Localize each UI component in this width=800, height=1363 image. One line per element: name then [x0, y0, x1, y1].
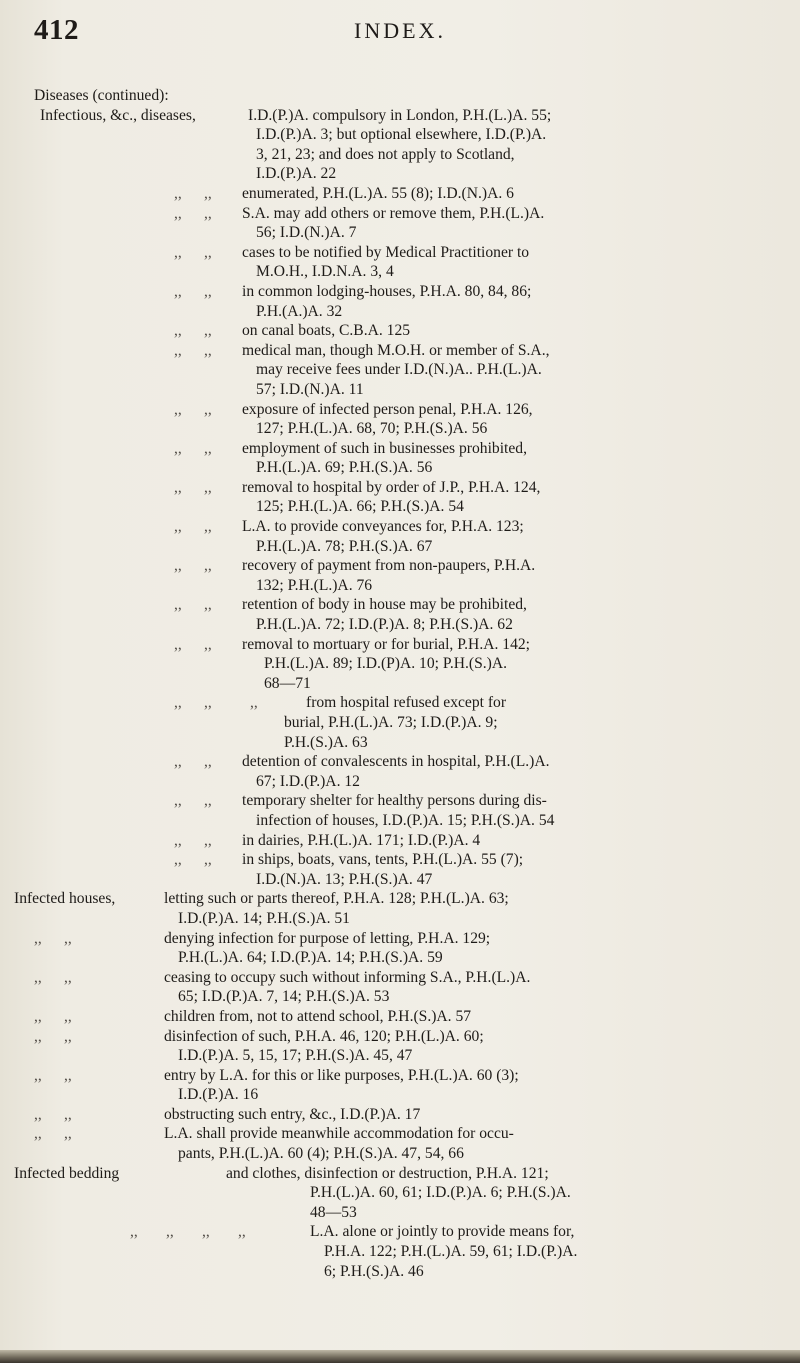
entry-line: M.O.H., I.D.N.A. 3, 4 [256, 263, 394, 281]
index-entry [34, 1027, 774, 1066]
index-entry [34, 968, 774, 1007]
entry-text [164, 1007, 774, 1027]
entry-line: and clothes, disinfection or destruction, P.H.A. 121; [226, 1164, 549, 1182]
ditto-marks: ,, ,, [34, 968, 72, 986]
entry-line: entry by L.A. for this or like purposes, P.H.(L.)A. 60 (3); [164, 1066, 519, 1084]
entry-text [242, 595, 774, 634]
index-content [14, 86, 774, 1281]
entry-line: 48—53 [310, 1203, 357, 1221]
entry-line: ceasing to occupy such without informing S.A., P.H.(L.)A. [164, 968, 531, 986]
entry-line: 56; I.D.(N.)A. 7 [256, 224, 357, 242]
index-entry [34, 1222, 774, 1281]
entry-line: in common lodging-houses, P.H.A. 80, 84, 86; [242, 282, 532, 300]
ditto-marks: ,, ,, [174, 557, 212, 575]
entry-line: P.H.A. 122; P.H.(L.)A. 59, 61; I.D.(P.)A. [324, 1243, 578, 1261]
index-entry [34, 400, 774, 439]
entry-text [242, 321, 774, 341]
index-entry [34, 752, 774, 791]
ditto-marks: ,, ,, ,, ,, [130, 1223, 246, 1241]
index-entry [34, 204, 774, 243]
entry-text [242, 850, 774, 889]
entry-line: P.H.(L.)A. 60, 61; I.D.(P.)A. 6; P.H.(S.)A. [310, 1184, 571, 1202]
index-entry [34, 1124, 774, 1163]
entry-line: disinfection of such, P.H.A. 46, 120; P.H.(L.)A. 60; [164, 1027, 484, 1045]
index-group-infected-bedding [14, 1164, 774, 1282]
entry-line: may receive fees under I.D.(N.)A.. P.H.(L.)A. [256, 361, 542, 379]
index-entry [34, 595, 774, 634]
entry-text [242, 517, 774, 556]
entry-line: I.D.(N.)A. 13; P.H.(S.)A. 47 [256, 870, 433, 888]
ditto-marks: ,, ,, [174, 831, 212, 849]
entry-line: medical man, though M.O.H. or member of S.A., [242, 341, 550, 359]
entry-line: 132; P.H.(L.)A. 76 [256, 576, 373, 594]
entry-text [164, 929, 774, 968]
entry-line: in ships, boats, vans, tents, P.H.(L.)A. 55 (7); [242, 851, 524, 869]
index-entry [34, 321, 774, 341]
entry-line: L.A. to provide conveyances for, P.H.A. 123; [242, 518, 524, 536]
entry-line: recovery of payment from non-paupers, P.H.A. [242, 557, 536, 575]
index-entry [34, 184, 774, 204]
entry-line: P.H.(L.)A. 89; I.D.(P)A. 10; P.H.(S.)A. [264, 655, 508, 673]
ditto-marks: ,, ,, [34, 1105, 72, 1123]
page-number: 412 [34, 14, 79, 46]
index-entry [34, 243, 774, 282]
entry-line: removal to mortuary or for burial, P.H.A. 142; [242, 635, 530, 653]
entry-line: letting such or parts thereof, P.H.A. 128; P.H.(L.)A. 63; [164, 890, 509, 908]
ditto-marks: ,, ,, [174, 282, 212, 300]
running-head: INDEX. [354, 18, 446, 43]
index-entry [34, 791, 774, 830]
index-entry [34, 478, 774, 517]
entry-text [242, 243, 774, 282]
ditto-marks: ,, ,, [174, 635, 212, 653]
entry-text [242, 341, 774, 400]
entry-line: burial, P.H.(L.)A. 73; I.D.(P.)A. 9; [284, 714, 498, 731]
entry-line: pants, P.H.(L.)A. 60 (4); P.H.(S.)A. 47, 54, 66 [178, 1145, 464, 1163]
entry-text [242, 556, 774, 595]
ditto-marks: ,, ,, [34, 1027, 72, 1045]
ditto-marks: ,, ,, [174, 596, 212, 614]
entry-line: children from, not to attend school, P.H.(S.)A. 57 [164, 1007, 472, 1025]
entry-line: cases to be notified by Medical Practitioner to [242, 243, 530, 261]
index-entry [34, 341, 774, 400]
index-entry [34, 556, 774, 595]
entry-line: I.D.(P.)A. 22 [256, 165, 337, 183]
index-entry [34, 1007, 774, 1027]
entry-line: 3, 21, 23; and does not apply to Scotland, [256, 145, 515, 163]
ditto-marks: ,, ,, [174, 753, 212, 771]
entry-text [242, 693, 774, 752]
ditto-marks: ,, ,, [174, 792, 212, 810]
sub-ditto-mark: ,, [250, 694, 258, 712]
group-heading-text: Infected bedding [14, 1164, 120, 1182]
entry-line: detention of convalescents in hospital, P.H.(L.)A. [242, 753, 550, 771]
entry-line: 125; P.H.(L.)A. 66; P.H.(S.)A. 54 [256, 498, 464, 516]
ditto-marks: ,, ,, [174, 518, 212, 536]
index-entry [14, 889, 774, 928]
entry-text [242, 831, 774, 851]
entry-line: enumerated, P.H.(L.)A. 55 (8); I.D.(N.)A. 6 [242, 184, 514, 202]
entry-line: P.H.(L.)A. 69; P.H.(S.)A. 56 [256, 459, 433, 477]
ditto-marks: ,, ,, [34, 1066, 72, 1084]
entry-line: P.H.(S.)A. 63 [284, 733, 368, 751]
entry-line: I.D.(P.)A. 16 [178, 1086, 259, 1104]
entry-line: 67; I.D.(P.)A. 12 [256, 772, 360, 790]
entry-text [226, 1164, 774, 1223]
index-entry [34, 1066, 774, 1105]
entry-line: P.H.(L.)A. 64; I.D.(P.)A. 14; P.H.(S.)A. 59 [178, 949, 443, 967]
entry-text [242, 184, 774, 204]
entry-line: 68—71 [264, 674, 311, 692]
entry-line: 6; P.H.(S.)A. 46 [324, 1262, 424, 1280]
entry-text [248, 106, 788, 126]
entry-line: retention of body in house may be prohibited, [242, 596, 527, 614]
ditto-marks: ,, ,, [174, 204, 212, 222]
index-entry [34, 929, 774, 968]
entry-text [164, 1124, 774, 1163]
entry-line: exposure of infected person penal, P.H.A. 126, [242, 400, 533, 418]
ditto-marks: ,, ,, [174, 478, 212, 496]
index-entry [34, 125, 774, 184]
entry-line: 127; P.H.(L.)A. 68, 70; P.H.(S.)A. 56 [256, 420, 488, 438]
entry-line: 65; I.D.(P.)A. 7, 14; P.H.(S.)A. 53 [178, 988, 390, 1006]
entry-line: S.A. may add others or remove them, P.H.(L.)A. [242, 204, 545, 222]
entry-line: 57; I.D.(N.)A. 11 [256, 380, 364, 398]
page-edge-shadow [0, 1350, 800, 1363]
group-heading-text: Infected houses, [14, 890, 116, 908]
entry-line: obstructing such entry, &c., I.D.(P.)A. 17 [164, 1105, 421, 1123]
entry-text [242, 125, 774, 184]
ditto-marks: ,, ,, [34, 1007, 72, 1025]
ditto-marks: ,, ,, [174, 851, 212, 869]
entry-text [164, 1027, 774, 1066]
index-group-infectious-diseases [34, 106, 774, 890]
entry-line: L.A. shall provide meanwhile accommodation for occu- [164, 1125, 514, 1143]
group-heading-text: Infectious, &c., diseases, [40, 106, 196, 124]
ditto-marks: ,, ,, [174, 184, 212, 202]
entry-text [310, 1222, 774, 1281]
entry-text [242, 791, 774, 830]
entry-text [242, 282, 774, 321]
entry-text [242, 204, 774, 243]
ditto-marks: ,, ,, [174, 322, 212, 340]
entry-line: from hospital refused except for [306, 694, 507, 712]
entry-line: denying infection for purpose of letting, P.H.A. 129; [164, 929, 491, 947]
group-heading [40, 106, 774, 126]
ditto-marks: ,, ,, [174, 400, 212, 418]
entry-line: P.H.(A.)A. 32 [256, 302, 343, 320]
entry-line: I.D.(P.)A. 5, 15, 17; P.H.(S.)A. 45, 47 [178, 1047, 413, 1065]
entry-line: P.H.(L.)A. 72; I.D.(P.)A. 8; P.H.(S.)A. 62 [256, 616, 513, 634]
ditto-marks: ,, ,, [174, 341, 212, 359]
entry-line: P.H.(L.)A. 78; P.H.(S.)A. 67 [256, 537, 433, 555]
page-header [0, 14, 800, 58]
entry-line: employment of such in businesses prohibited, [242, 439, 527, 457]
index-entry [34, 1105, 774, 1125]
ditto-marks: ,, ,, [174, 694, 212, 712]
entry-text [242, 478, 774, 517]
index-entry [34, 850, 774, 889]
entry-text [164, 1066, 774, 1105]
index-entry [14, 1164, 774, 1223]
index-entry [34, 831, 774, 851]
entry-line: removal to hospital by order of J.P., P.H.A. 124, [242, 478, 541, 496]
index-entry [34, 517, 774, 556]
section-heading: Diseases (continued): [34, 87, 169, 104]
entry-line: I.D.(P.)A. 14; P.H.(S.)A. 51 [178, 909, 350, 927]
index-entry [34, 635, 774, 694]
entry-text [242, 752, 774, 791]
entry-line: in dairies, P.H.(L.)A. 171; I.D.(P.)A. 4 [242, 831, 481, 849]
entry-line: on canal boats, C.B.A. 125 [242, 322, 411, 340]
entry-line: I.D.(P.)A. 3; but optional elsewhere, I.D.(P.)A. [256, 126, 547, 144]
index-entry [34, 282, 774, 321]
ditto-marks: ,, ,, [34, 929, 72, 947]
entry-text [242, 439, 774, 478]
entry-text [164, 889, 774, 928]
entry-line: I.D.(P.)A. compulsory in London, P.H.(L.)A. 55; [248, 106, 552, 124]
entry-line: temporary shelter for healthy persons during dis- [242, 792, 547, 810]
entry-line: infection of houses, I.D.(P.)A. 15; P.H.(S.)A. 54 [256, 811, 555, 829]
entry-text [164, 1105, 774, 1125]
ditto-marks: ,, ,, [174, 439, 212, 457]
ditto-marks: ,, ,, [34, 1125, 72, 1143]
entry-text [242, 400, 774, 439]
index-group-infected-houses [14, 889, 774, 1163]
index-entry [34, 439, 774, 478]
ditto-marks: ,, ,, [174, 243, 212, 261]
entry-line: L.A. alone or jointly to provide means for, [310, 1223, 575, 1241]
index-entry [34, 693, 774, 752]
entry-text [164, 968, 774, 1007]
entry-text [242, 635, 774, 694]
